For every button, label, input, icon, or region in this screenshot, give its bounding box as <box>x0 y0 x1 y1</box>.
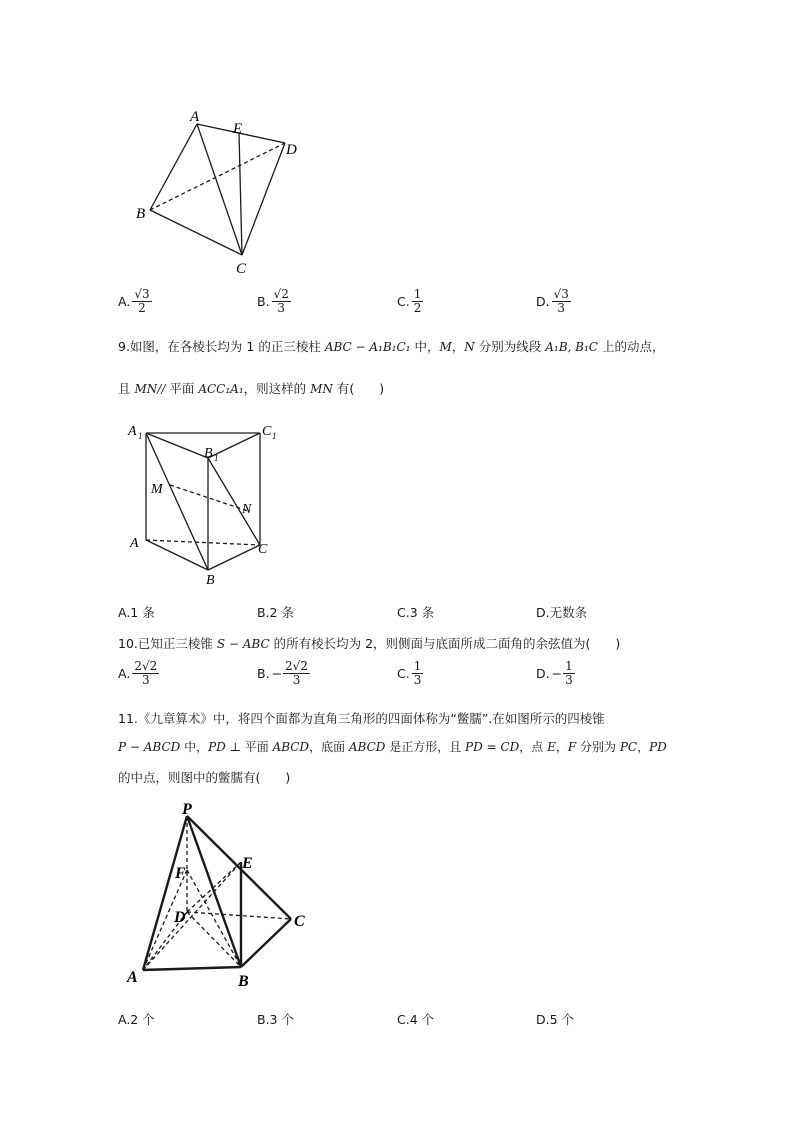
q11-stem-line3: 的中点，则图中的鳖臑有( ) <box>118 770 291 785</box>
q9-label-a1-sub: 1 <box>138 431 143 441</box>
q10-option-c: C. $\frac{1}{3}$ <box>397 659 422 687</box>
q9-option-d: D.无数条 <box>536 605 588 620</box>
q11-stem-line1: 11.《九章算术》中，将四个面都为直角三角形的四面体称为“鳖臑”.在如图所示的四棱锥 <box>118 711 605 726</box>
q11-option-a: A.2 个 <box>118 1012 155 1027</box>
q11-label-f: F <box>175 865 186 882</box>
q8-option-a: A. $\frac{√3}{2}$ <box>118 287 150 315</box>
q11-label-d: D <box>174 909 186 926</box>
q10-option-d: D. − $\frac{1}{3}$ <box>536 659 573 687</box>
q11-label-e: E <box>242 855 253 872</box>
q8-label-b: B <box>136 206 146 222</box>
q9-label-a: A <box>130 536 139 551</box>
q9-label-n: N <box>242 502 252 517</box>
q8-label-d: D <box>286 142 297 158</box>
q9-label-c: C <box>258 542 268 557</box>
q10-option-a: A. $\frac{2√2}{3}$ <box>118 659 158 687</box>
q8-label-a: A <box>190 109 200 125</box>
q11-option-d: D.5 个 <box>536 1012 575 1027</box>
q8-figure <box>120 100 320 280</box>
q11-option-c: C.4 个 <box>397 1012 435 1027</box>
q9-option-c: C.3 条 <box>397 605 435 620</box>
q10-option-b: B. − $\frac{2√2}{3}$ <box>257 659 308 687</box>
q9-option-b: B.2 条 <box>257 605 294 620</box>
q8-option-b: B. $\frac{√2}{3}$ <box>257 287 289 315</box>
q8-label-c: C <box>236 261 247 277</box>
q9-label-c1-sub: 1 <box>272 431 277 441</box>
q9-label-a1: A <box>128 424 137 439</box>
q11-label-a: A <box>127 969 138 986</box>
q8-option-c: C. $\frac{1}{2}$ <box>397 287 422 315</box>
q11-figure <box>120 800 320 995</box>
q11-label-p: P <box>182 801 192 818</box>
q8-label-e: E <box>233 121 243 137</box>
q9-label-b1-sub: 1 <box>214 453 219 463</box>
q11-label-b: B <box>238 973 249 990</box>
q9-stem-line1: 9.如图，在各棱长均为 1 的正三棱柱 ABC − A₁B₁C₁ 中，M，N 分别为线段 A₁B, B₁C 上的动点， <box>118 339 665 354</box>
q9-label-b1: B <box>204 446 213 461</box>
q11-option-b: B.3 个 <box>257 1012 294 1027</box>
q9-stem-line2: 且 MN// 平面 ACC₁A₁，则这样的 MN 有( ) <box>118 381 385 396</box>
q11-stem-line2: P − ABCD 中，PD ⊥ 平面 ABCD，底面 ABCD 是正方形，且 PD = CD，点 E，F 分别为 PC，PD <box>118 740 667 754</box>
q9-label-c1: C <box>262 424 272 439</box>
q9-label-m: M <box>151 482 163 497</box>
q9-option-a: A.1 条 <box>118 605 155 620</box>
q10-stem: 10.已知正三棱锥 S − ABC 的所有棱长均为 2，则侧面与底面所成二面角的余弦值为( ) <box>118 636 621 651</box>
q9-figure <box>120 415 300 590</box>
q11-label-c: C <box>294 913 305 930</box>
q8-option-d: D. $\frac{√3}{3}$ <box>536 287 569 315</box>
q9-label-b: B <box>206 573 215 588</box>
